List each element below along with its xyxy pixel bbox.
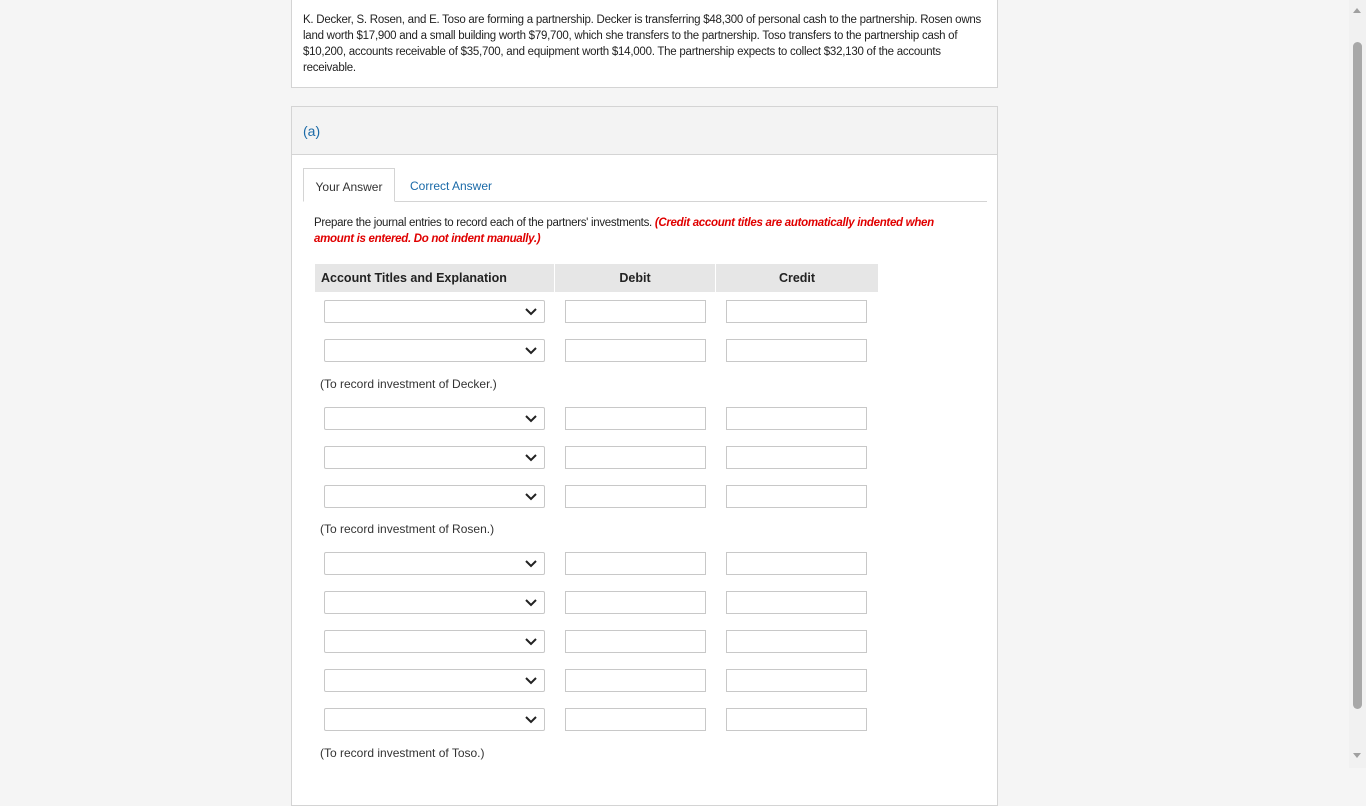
debit-input[interactable] xyxy=(565,407,706,430)
journal-row xyxy=(324,552,869,576)
account-select[interactable] xyxy=(324,552,545,575)
vertical-scrollbar[interactable] xyxy=(1349,0,1366,768)
account-select[interactable] xyxy=(324,630,545,653)
credit-input[interactable] xyxy=(726,446,867,469)
instructions-text: Prepare the journal entries to record each of the partners' investments. xyxy=(314,217,652,229)
memo-decker: (To record investment of Decker.) xyxy=(320,377,497,391)
debit-input[interactable] xyxy=(565,552,706,575)
account-select[interactable] xyxy=(324,446,545,469)
credit-input[interactable] xyxy=(726,630,867,653)
credit-input[interactable] xyxy=(726,339,867,362)
part-header xyxy=(292,107,997,155)
journal-row xyxy=(324,446,869,470)
chevron-down-icon xyxy=(525,676,537,686)
journal-row xyxy=(324,630,869,654)
column-header-account: Account Titles and Explanation xyxy=(315,264,554,292)
debit-input[interactable] xyxy=(565,591,706,614)
column-header-debit: Debit xyxy=(555,264,715,292)
account-select[interactable] xyxy=(324,708,545,731)
journal-row xyxy=(324,339,869,363)
memo-toso: (To record investment of Toso.) xyxy=(320,746,485,760)
journal-row xyxy=(324,300,869,324)
memo-rosen: (To record investment of Rosen.) xyxy=(320,522,495,536)
chevron-down-icon xyxy=(525,715,537,725)
column-header-credit: Credit xyxy=(716,264,878,292)
credit-input[interactable] xyxy=(726,591,867,614)
account-select[interactable] xyxy=(324,300,545,323)
tab-your-answer[interactable]: Your Answer xyxy=(303,168,395,202)
scroll-up-arrow-icon[interactable] xyxy=(1353,8,1361,13)
chevron-down-icon xyxy=(525,598,537,608)
journal-row xyxy=(324,708,869,732)
problem-statement xyxy=(291,0,998,88)
journal-row xyxy=(324,591,869,615)
credit-input[interactable] xyxy=(726,485,867,508)
account-select[interactable] xyxy=(324,669,545,692)
chevron-down-icon xyxy=(525,637,537,647)
account-select[interactable] xyxy=(324,591,545,614)
account-select[interactable] xyxy=(324,407,545,430)
instructions-note: (Credit account titles are automatically indented when amount is entered. Do not indent manually.) xyxy=(314,217,934,245)
answer-tabs xyxy=(303,168,987,202)
journal-row xyxy=(324,669,869,693)
chevron-down-icon xyxy=(525,559,537,569)
chevron-down-icon xyxy=(525,414,537,424)
tab-correct-answer[interactable]: Correct Answer xyxy=(409,179,493,193)
scroll-down-arrow-icon[interactable] xyxy=(1353,753,1361,758)
journal-row xyxy=(324,485,869,509)
credit-input[interactable] xyxy=(726,300,867,323)
chevron-down-icon xyxy=(525,307,537,317)
account-select[interactable] xyxy=(324,339,545,362)
debit-input[interactable] xyxy=(565,708,706,731)
debit-input[interactable] xyxy=(565,630,706,653)
credit-input[interactable] xyxy=(726,407,867,430)
debit-input[interactable] xyxy=(565,669,706,692)
problem-text: K. Decker, S. Rosen, and E. Toso are forming a partnership. Decker is transferring $48,300 of personal cash to the partnership. Rosen owns land worth $17,900 and a small building worth $79,700, which she transfers to the partnership. Toso transfers to the partnership cash of $10,200, accounts receivable of $35,700, and equipment worth $14,000. The partnership expects to collect $32,130 of the accounts receivable. xyxy=(303,14,982,74)
chevron-down-icon xyxy=(525,346,537,356)
chevron-down-icon xyxy=(525,492,537,502)
debit-input[interactable] xyxy=(565,485,706,508)
account-select[interactable] xyxy=(324,485,545,508)
debit-input[interactable] xyxy=(565,300,706,323)
chevron-down-icon xyxy=(525,453,537,463)
credit-input[interactable] xyxy=(726,552,867,575)
part-label: (a) xyxy=(303,123,321,139)
part-a-panel xyxy=(291,106,998,806)
debit-input[interactable] xyxy=(565,339,706,362)
credit-input[interactable] xyxy=(726,708,867,731)
instructions xyxy=(314,215,954,247)
journal-row xyxy=(324,407,869,431)
debit-input[interactable] xyxy=(565,446,706,469)
credit-input[interactable] xyxy=(726,669,867,692)
scrollbar-thumb[interactable] xyxy=(1353,42,1362,709)
